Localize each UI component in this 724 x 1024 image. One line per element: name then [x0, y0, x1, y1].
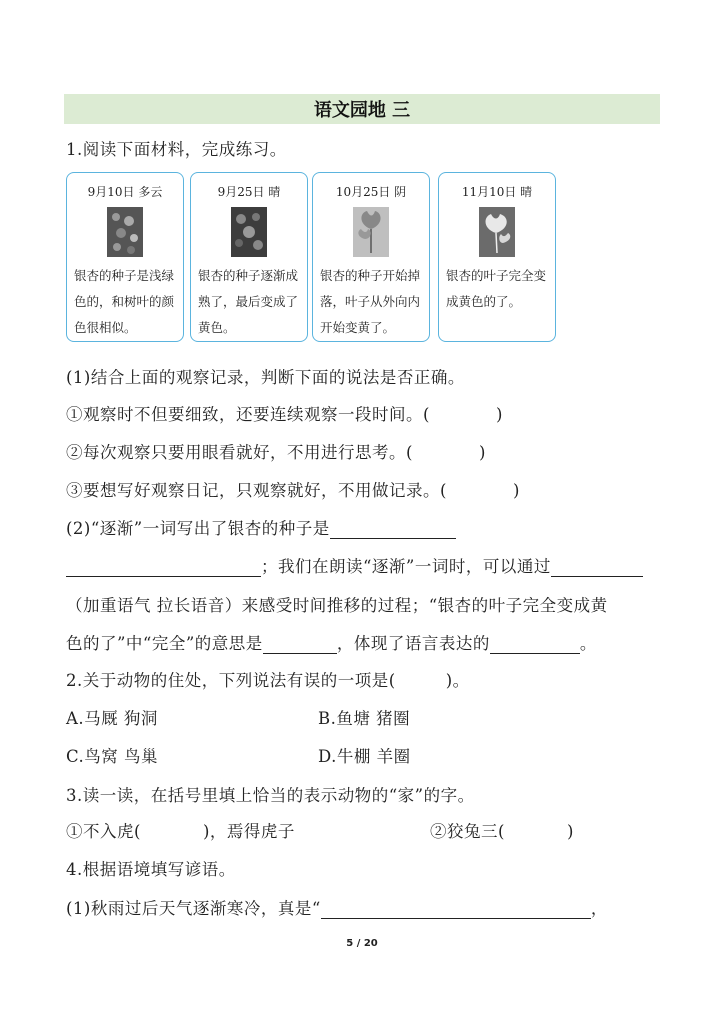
close-paren: ) [478, 443, 486, 462]
sub-question-2-text: 色的了”中“完全”的意思是 [66, 634, 263, 653]
sub-question-2-text: 。 [579, 634, 597, 653]
ginkgo-photo [479, 207, 515, 257]
observation-card [438, 172, 556, 342]
answer-blank[interactable] [66, 558, 261, 577]
card-text: 银杏的种子开始掉落，叶子从外向内开始变黄了。 [320, 268, 421, 335]
card-text: 银杏的种子逐渐成熟了，最后变成了黄色。 [198, 268, 299, 335]
observation-card [312, 172, 430, 342]
idiom-text: ) [566, 822, 574, 841]
proverb-text: ， [590, 899, 608, 918]
card-date: 9月25日 晴 [217, 185, 281, 199]
judge-item-text: ③要想写好观察日记，只观察就好，不用做记录。( [66, 481, 447, 500]
idiom-text: )，焉得虎子 [202, 822, 295, 841]
idiom-text: ①不入虎( [66, 822, 141, 841]
idiom-item-1 [66, 818, 295, 842]
judge-item-3 [66, 477, 520, 501]
sub-question-1: (1)结合上面的观察记录，判断下面的说法是否正确。 [66, 368, 465, 387]
idiom-text: ②狡兔三( [430, 822, 505, 841]
option-d[interactable]: D.牛棚 羊圈 [318, 747, 411, 766]
sub-question-2-line-2 [66, 553, 643, 577]
card-date: 11月10日 晴 [461, 185, 533, 199]
observation-card [190, 172, 308, 342]
observation-card [66, 172, 184, 342]
question-2-text-end: )。 [445, 671, 470, 690]
card-text: 银杏的种子是浅绿色的，和树叶的颜色很相似。 [74, 268, 175, 335]
idiom-item-2 [430, 818, 574, 842]
ginkgo-photo [353, 207, 389, 257]
section-title: 语文园地 三 [313, 100, 411, 121]
section-banner [64, 94, 660, 124]
sub-question-2-line-3: （加重语气 拉长语音）来感受时间推移的过程；“银杏的叶子完全变成黄 [66, 596, 608, 615]
ginkgo-photo [231, 207, 267, 257]
option-b[interactable]: B.鱼塘 猪圈 [318, 709, 411, 728]
question-4-stem: 4.根据语境填写谚语。 [66, 860, 236, 879]
question-1-stem: 1.阅读下面材料，完成练习。 [66, 140, 287, 159]
judge-item-text: ①观察时不但要细致，还要连续观察一段时间。( [66, 405, 430, 424]
sub-question-2-line-4 [66, 630, 597, 654]
judge-item-2 [66, 439, 486, 463]
answer-blank[interactable] [330, 520, 456, 539]
ginkgo-photo [107, 207, 143, 257]
judge-item-text: ②每次观察只要用眼看就好，不用进行思考。( [66, 443, 413, 462]
answer-blank[interactable] [551, 558, 643, 577]
sub-question-2-text: ，体现了语言表达的 [336, 634, 490, 653]
answer-blank[interactable] [263, 635, 337, 654]
card-date: 9月10日 多云 [87, 185, 163, 199]
close-paren: ) [495, 405, 503, 424]
judge-item-1 [66, 401, 503, 425]
sub-question-2-text: ；我们在朗读“逐渐”一词时，可以通过 [261, 557, 551, 576]
question-3-stem: 3.读一读，在括号里填上恰当的表示动物的“家”的字。 [66, 786, 475, 805]
answer-blank[interactable] [321, 900, 591, 919]
sub-question-2-line-1 [66, 515, 456, 539]
question-2-stem [66, 667, 470, 691]
page-number: 5 / 20 [346, 938, 378, 949]
card-text: 银杏的叶子完全变成黄色的了。 [446, 268, 547, 309]
sub-question-2-text: (2)“逐渐”一词写出了银杏的种子是 [66, 519, 330, 538]
answer-blank[interactable] [490, 635, 580, 654]
close-paren: ) [512, 481, 520, 500]
proverb-item-1 [66, 895, 608, 919]
question-2-text: 2.关于动物的住处，下列说法有误的一项是( [66, 671, 396, 690]
option-a[interactable]: A.马厩 狗洞 [66, 709, 158, 728]
proverb-text: (1)秋雨过后天气逐渐寒冷，真是“ [66, 899, 321, 918]
observation-cards [66, 172, 556, 344]
card-date: 10月25日 阴 [335, 185, 407, 199]
option-c[interactable]: C.鸟窝 鸟巢 [66, 747, 159, 766]
